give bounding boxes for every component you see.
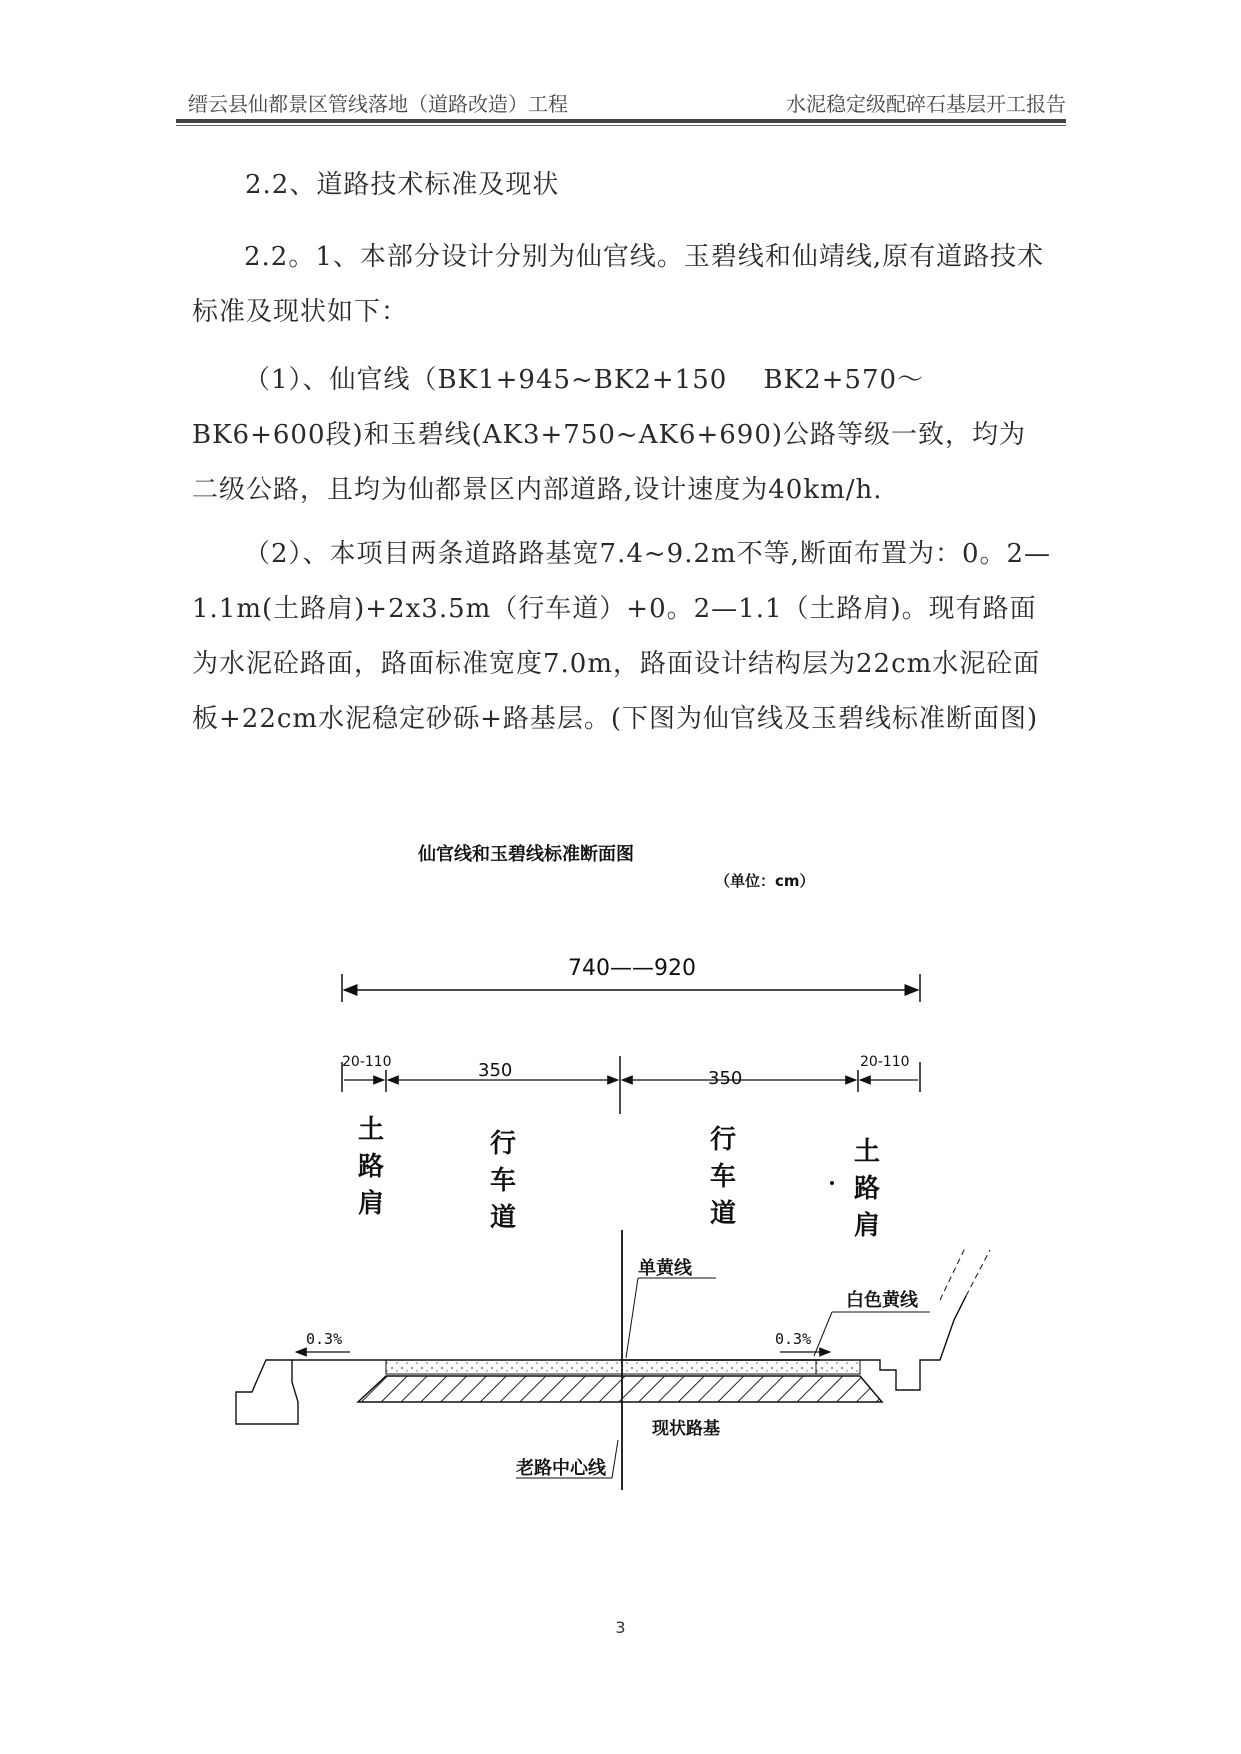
shoulder-left-char: 肩	[358, 1189, 385, 1219]
slope-left-label: 0.3%	[306, 1330, 343, 1348]
header-rule	[176, 119, 1066, 123]
header-report-title: 水泥稳定级配碎石基层开工报告	[786, 92, 1066, 116]
section-heading: 2.2、道路技术标准及现状	[245, 170, 560, 200]
existing-subgrade-label: 现状路基	[652, 1419, 720, 1439]
shoulder-right-char: 路	[854, 1174, 881, 1204]
existing-subgrade-hatch	[358, 1376, 882, 1402]
white-yellow-leader	[814, 1312, 832, 1356]
shoulder-right-char: 肩	[854, 1211, 881, 1241]
paragraph-3: （2）、本项目两条道路路基宽7.4~9.2m不等,断面布置为：0。2—1.1m(土路肩)+2x3.5m（行车道）+0。2—1.1（土路肩)。现有路面为水泥砼路面，路面标准宽度7.0m，路面设计结构层为22cm水泥砼面板+22cm水泥稳定砂砾+路基层。(下图为仙官线及玉碧线标准断面图)	[192, 539, 1052, 734]
right-slope-dashed-2	[940, 1248, 965, 1300]
shoulder-left-char: 路	[358, 1152, 385, 1182]
header-rule-thin	[176, 125, 1066, 126]
cross-section-diagram	[220, 830, 1080, 1530]
header-project-title: 缙云县仙都景区管线落地（道路改造）工程	[188, 92, 568, 116]
single-yellow-leader	[626, 1278, 638, 1358]
left-ditch-profile	[236, 1360, 298, 1424]
lane-left-char: 车	[490, 1166, 517, 1196]
lane-right-char: 道	[710, 1199, 737, 1229]
pavement-layer	[386, 1360, 816, 1374]
diagram-unit: （单位：cm）	[715, 872, 815, 890]
shoulder-right-char: 土	[854, 1137, 881, 1167]
shoulder-right-dim-label: 20-110	[860, 1054, 910, 1070]
lane-right-dim-label: 350	[708, 1068, 743, 1089]
lane-left-char: 道	[490, 1203, 517, 1233]
right-slope-dashed	[966, 1250, 990, 1296]
shoulder-left-dim-label: 20-110	[342, 1054, 392, 1070]
paragraph-2: （1）、仙官线（BK1+945~BK2+150 BK2+570～BK6+600段)和玉碧线(AK3+750~AK6+690)公路等级一致，均为二级公路，且均为仙都景区内部道路,设计速度为40km/h.	[192, 365, 1027, 505]
lane-left-dim-label: 350	[478, 1060, 513, 1081]
total-width-label: 740——920	[568, 956, 696, 981]
lane-right-char: 车	[710, 1162, 737, 1192]
old-centerline-label: 老路中心线	[516, 1458, 606, 1479]
paragraph-1: 2.2。1、本部分设计分别为仙官线。玉碧线和仙靖线,原有道路技术标准及现状如下：	[192, 242, 1045, 327]
lane-right-char: 行	[710, 1125, 737, 1155]
old-centerline-leader	[612, 1440, 618, 1478]
shoulder-left-char: 土	[358, 1115, 385, 1145]
stray-dot	[830, 1181, 834, 1185]
slope-right-label: 0.3%	[775, 1330, 812, 1348]
page-number: 3	[615, 1618, 626, 1637]
diagram-title: 仙官线和玉碧线标准断面图	[418, 844, 634, 865]
pavement-layer-right	[816, 1360, 860, 1374]
single-yellow-label: 单黄线	[638, 1258, 692, 1279]
white-yellow-label: 白色黄线	[846, 1290, 918, 1311]
lane-left-char: 行	[490, 1129, 517, 1159]
